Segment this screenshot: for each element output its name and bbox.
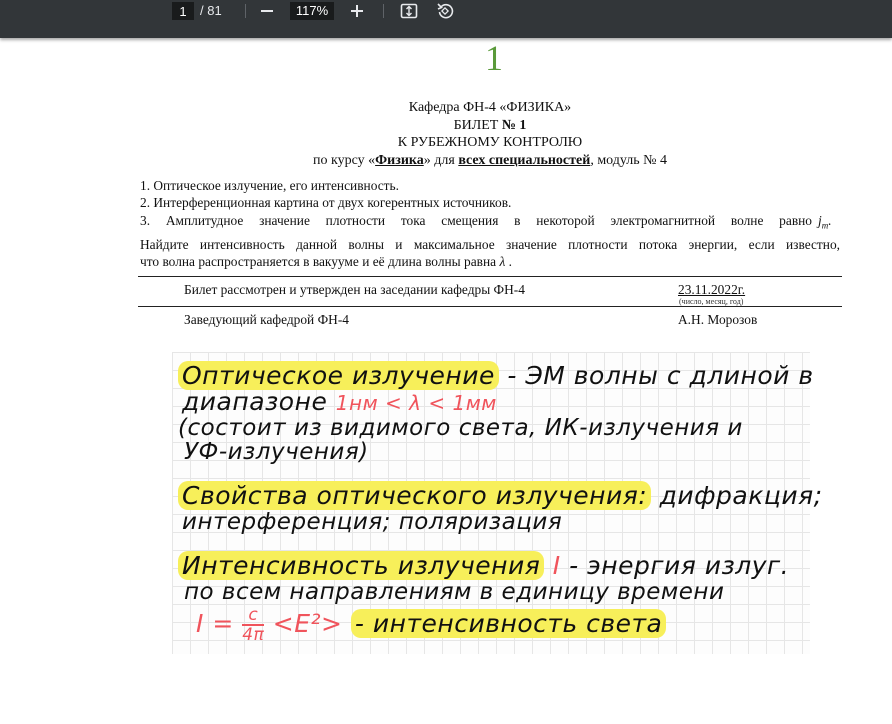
notes-line-1: Оптическое излучение - ЭМ волны с длиной в: [178, 362, 814, 390]
page-total: / 81: [200, 3, 222, 18]
rotate-icon: [436, 2, 454, 20]
question-1: 1. Оптическое излучение, его интенсивность.: [140, 178, 399, 193]
question-3-line-1: 3. Амплитудное значение плотности тока смещения в некоторой электромагнитной волне равно: [140, 213, 812, 228]
notes-line-6: интерференция; поляризация: [182, 509, 563, 535]
question-2: 2. Интерференционная картина от двух когерентных источников.: [140, 195, 512, 210]
question-3-line-2: Найдите интенсивность данной волны и максимальное значение плотности потока энергии, если известно,: [140, 237, 840, 252]
notes-line-7: Интенсивность излучения I - энергия излуг.: [178, 552, 789, 580]
notes-line-4: УФ-излучения): [184, 439, 369, 465]
notes-line-3: (состоит из видимого света, ИК-излучения и: [178, 415, 743, 441]
fit-page-icon: [400, 2, 418, 20]
minus-icon: [260, 4, 274, 18]
divider: [138, 306, 842, 307]
dept-title: Кафедра ФН-4 «ФИЗИКА»: [408, 100, 572, 115]
page-number: 1: [485, 38, 503, 78]
rotate-button[interactable]: [434, 0, 456, 22]
intensity-fraction: $\frac{с}{4\pi}$: [242, 605, 265, 645]
head-name: А.Н. Морозов: [678, 312, 758, 327]
notes-line-8: по всем направлениям в единицу времени: [184, 579, 725, 605]
date-caption: (число, месяц, год): [679, 297, 744, 306]
notes-line-2: диапазоне 1нм < λ < 1мм: [182, 387, 497, 416]
current-density-symbol: $j_m$.: [818, 213, 832, 231]
approval-date: 23.11.2022г.: [678, 282, 746, 297]
page-number-input[interactable]: [172, 2, 194, 20]
zoom-in-button[interactable]: [346, 0, 368, 22]
head-label: Заведующий кафедрой ФН-4: [184, 312, 349, 327]
divider: [138, 276, 842, 277]
fit-page-button[interactable]: [398, 0, 420, 22]
approval-text: Билет рассмотрен и утвержден на заседании кафедры ФН-4: [184, 282, 525, 297]
ticket-title: БИЛЕТ № 1: [453, 118, 527, 133]
notes-line-5: Свойства оптического излучения: дифракция;: [178, 482, 823, 510]
question-3-line-3: что волна распространяется в вакууме и её длина волны равна λ .: [140, 254, 512, 269]
toolbar-divider: [383, 4, 384, 18]
handwritten-notes: [172, 352, 823, 654]
pdf-toolbar: [0, 0, 892, 38]
course-line: по курсу «Физика» для всех специальностей, модуль № 4: [312, 153, 668, 168]
zoom-out-button[interactable]: [256, 0, 278, 22]
control-title: К РУБЕЖНОМУ КОНТРОЛЮ: [397, 135, 583, 150]
plus-icon: [350, 4, 364, 18]
zoom-level-input[interactable]: 117%: [290, 2, 334, 20]
notes-line-9: I = $\frac{с}{4\pi}$ <E²> - интенсивность света: [196, 606, 666, 644]
toolbar-divider: [245, 4, 246, 18]
